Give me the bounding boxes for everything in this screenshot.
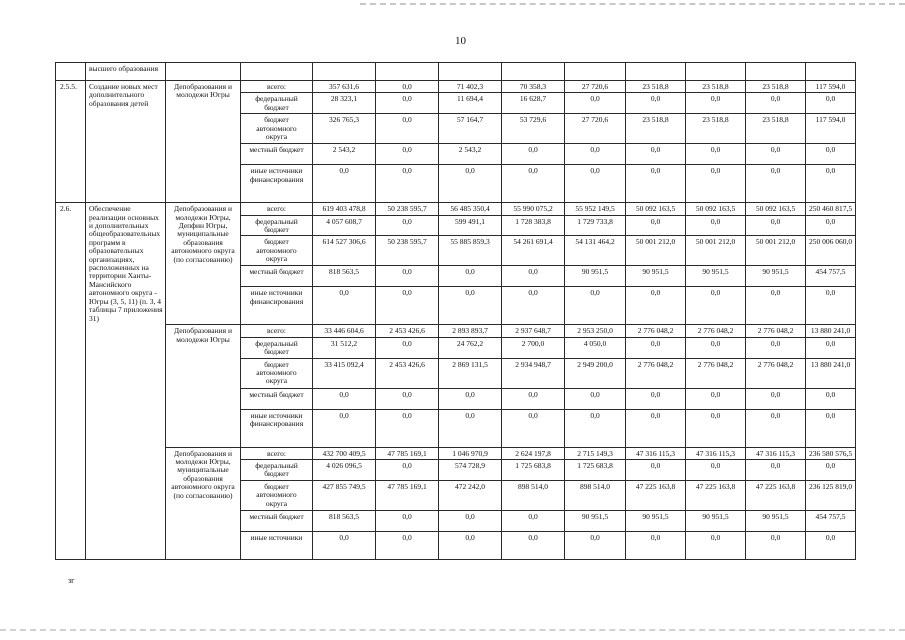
amount-cell: 0,0 xyxy=(746,409,806,447)
amount-cell: 2 869 131,5 xyxy=(439,358,502,388)
amount-cell: 47 785 169,1 xyxy=(376,480,439,510)
amount-cell: 11 694,4 xyxy=(439,93,502,114)
amount-cell: 0,0 xyxy=(439,531,502,559)
amount-cell: 50 092 163,5 xyxy=(626,203,686,215)
funding-source: всего: xyxy=(241,81,313,93)
continuation-row xyxy=(56,63,856,81)
amount-cell: 0,0 xyxy=(626,409,686,447)
responsible-executor: Депобразования и молодежи Югры, Депфин Югры, муниципальные образования автономного округа (по согласованию) xyxy=(166,203,241,325)
amount-cell: 0,0 xyxy=(502,388,565,409)
amount-cell: 0,0 xyxy=(565,388,626,409)
amount-cell: 0,0 xyxy=(376,114,439,144)
funding-source: всего: xyxy=(241,447,313,459)
amount-cell: 0,0 xyxy=(565,144,626,165)
amount-cell: 0,0 xyxy=(626,215,686,236)
amount-cell: 2 893 893,7 xyxy=(439,325,502,337)
amount-cell: 250 006 060,0 xyxy=(806,236,856,266)
amount-cell: 33 446 604,6 xyxy=(313,325,376,337)
amount-cell: 0,0 xyxy=(565,287,626,325)
amount-cell: 898 514,0 xyxy=(565,480,626,510)
amount-cell: 27 720,6 xyxy=(565,114,626,144)
amount-cell: 0,0 xyxy=(746,388,806,409)
funding-row xyxy=(56,325,856,337)
amount-cell: 0,0 xyxy=(626,93,686,114)
item-description: Создание новых мест дополнительного образования детей xyxy=(86,81,166,203)
page-number: 10 xyxy=(455,35,466,47)
amount-cell: 47 785 169,1 xyxy=(376,447,439,459)
amount-cell: 23 518,8 xyxy=(686,81,746,93)
amount-cell: 0,0 xyxy=(376,266,439,287)
item-number xyxy=(56,63,86,81)
amount-cell: 0,0 xyxy=(806,337,856,358)
amount-cell: 55 952 149,5 xyxy=(565,203,626,215)
amount-cell: 0,0 xyxy=(686,337,746,358)
amount-cell: 27 720,6 xyxy=(565,81,626,93)
amount-cell: 0,0 xyxy=(746,337,806,358)
funding-source: всего: xyxy=(241,325,313,337)
amount-cell: 1 725 683,8 xyxy=(565,460,626,481)
amount-cell: 1 725 683,8 xyxy=(502,460,565,481)
scan-edge-top xyxy=(360,3,905,5)
amount-cell: 90 951,5 xyxy=(686,266,746,287)
funding-source: бюджет автономного округа xyxy=(241,480,313,510)
amount-cell: 56 485 350,4 xyxy=(439,203,502,215)
amount-cell: 13 880 241,0 xyxy=(806,358,856,388)
amount-cell: 2 715 149,3 xyxy=(565,447,626,459)
funding-source: бюджет автономного округа xyxy=(241,358,313,388)
responsible-executor: Депобразования и молодежи Югры xyxy=(166,81,241,203)
amount-cell: 0,0 xyxy=(746,460,806,481)
amount-cell: 2 953 250,0 xyxy=(565,325,626,337)
amount-cell: 0,0 xyxy=(565,93,626,114)
amount-cell: 2 543,2 xyxy=(439,144,502,165)
funding-source: иные источники xyxy=(241,531,313,559)
amount-cell: 0,0 xyxy=(439,388,502,409)
amount-cell: 0,0 xyxy=(313,531,376,559)
amount-cell: 0,0 xyxy=(806,409,856,447)
amount-cell: 0,0 xyxy=(746,287,806,325)
amount-cell: 90 951,5 xyxy=(565,510,626,531)
amount-cell: 250 460 817,5 xyxy=(806,203,856,215)
amount-cell: 33 415 092,4 xyxy=(313,358,376,388)
amount-cell: 0,0 xyxy=(376,215,439,236)
amount-cell: 1 729 733,8 xyxy=(565,215,626,236)
amount-cell: 4 026 096,5 xyxy=(313,460,376,481)
amount-cell: 0,0 xyxy=(686,165,746,203)
amount-cell: 0,0 xyxy=(376,144,439,165)
amount-cell: 0,0 xyxy=(376,409,439,447)
amount-cell: 90 951,5 xyxy=(565,266,626,287)
amount-cell: 0,0 xyxy=(746,531,806,559)
amount-cell: 55 990 075,2 xyxy=(502,203,565,215)
amount-cell: 90 951,5 xyxy=(746,266,806,287)
amount-cell: 90 951,5 xyxy=(686,510,746,531)
funding-source: бюджет автономного округа xyxy=(241,114,313,144)
funding-source: федеральный бюджет xyxy=(241,215,313,236)
amount-cell: 2 776 048,2 xyxy=(626,325,686,337)
amount-cell: 0,0 xyxy=(686,93,746,114)
amount-cell: 0,0 xyxy=(806,531,856,559)
amount-cell: 50 001 212,0 xyxy=(686,236,746,266)
amount-cell: 0,0 xyxy=(806,165,856,203)
amount-cell: 614 527 306,6 xyxy=(313,236,376,266)
amount-cell: 23 518,8 xyxy=(746,114,806,144)
amount-cell: 0,0 xyxy=(626,144,686,165)
empty-cell xyxy=(565,63,626,81)
funding-source: федеральный бюджет xyxy=(241,93,313,114)
amount-cell: 0,0 xyxy=(746,165,806,203)
amount-cell: 54 131 464,2 xyxy=(565,236,626,266)
empty-cell xyxy=(439,63,502,81)
amount-cell: 1 046 970,9 xyxy=(439,447,502,459)
amount-cell: 0,0 xyxy=(502,266,565,287)
empty-cell xyxy=(626,63,686,81)
item-number: 2.6. xyxy=(56,203,86,560)
item-number: 2.5.5. xyxy=(56,81,86,203)
amount-cell: 2 453 426,6 xyxy=(376,325,439,337)
amount-cell: 2 700,0 xyxy=(502,337,565,358)
amount-cell: 432 700 409,5 xyxy=(313,447,376,459)
amount-cell: 0,0 xyxy=(502,409,565,447)
amount-cell: 0,0 xyxy=(502,165,565,203)
amount-cell: 0,0 xyxy=(439,510,502,531)
amount-cell: 2 776 048,2 xyxy=(686,325,746,337)
amount-cell: 47 225 163,8 xyxy=(746,480,806,510)
amount-cell: 0,0 xyxy=(626,337,686,358)
amount-cell: 0,0 xyxy=(686,215,746,236)
amount-cell: 0,0 xyxy=(376,388,439,409)
amount-cell: 2 776 048,2 xyxy=(746,358,806,388)
amount-cell: 90 951,5 xyxy=(746,510,806,531)
amount-cell: 47 225 163,8 xyxy=(626,480,686,510)
budget-table-body xyxy=(56,63,856,560)
amount-cell: 0,0 xyxy=(686,287,746,325)
amount-cell: 427 855 749,5 xyxy=(313,480,376,510)
amount-cell: 117 594,0 xyxy=(806,81,856,93)
amount-cell: 50 092 163,5 xyxy=(686,203,746,215)
amount-cell: 472 242,0 xyxy=(439,480,502,510)
amount-cell: 2 776 048,2 xyxy=(746,325,806,337)
amount-cell: 23 518,8 xyxy=(686,114,746,144)
amount-cell: 0,0 xyxy=(806,287,856,325)
amount-cell: 0,0 xyxy=(376,531,439,559)
amount-cell: 23 518,8 xyxy=(746,81,806,93)
amount-cell: 4 057 608,7 xyxy=(313,215,376,236)
amount-cell: 0,0 xyxy=(565,409,626,447)
amount-cell: 47 225 163,8 xyxy=(686,480,746,510)
amount-cell: 0,0 xyxy=(565,165,626,203)
amount-cell: 13 880 241,0 xyxy=(806,325,856,337)
empty-cell xyxy=(806,63,856,81)
funding-source: местный бюджет xyxy=(241,510,313,531)
amount-cell: 0,0 xyxy=(806,215,856,236)
amount-cell: 0,0 xyxy=(376,287,439,325)
amount-cell: 0,0 xyxy=(626,165,686,203)
amount-cell: 90 951,5 xyxy=(626,266,686,287)
amount-cell: 0,0 xyxy=(686,144,746,165)
empty-cell xyxy=(502,63,565,81)
amount-cell: 0,0 xyxy=(313,409,376,447)
empty-cell xyxy=(313,63,376,81)
amount-cell: 53 729,6 xyxy=(502,114,565,144)
amount-cell: 0,0 xyxy=(313,165,376,203)
responsible-executor: Депобразования и молодежи Югры, муниципальные образования автономного округа (по согласованию) xyxy=(166,447,241,559)
amount-cell: 0,0 xyxy=(686,409,746,447)
funding-source: местный бюджет xyxy=(241,388,313,409)
amount-cell: 2 937 648,7 xyxy=(502,325,565,337)
amount-cell: 0,0 xyxy=(376,81,439,93)
amount-cell: 1 728 383,8 xyxy=(502,215,565,236)
funding-row xyxy=(56,81,856,93)
amount-cell: 0,0 xyxy=(686,388,746,409)
amount-cell: 0,0 xyxy=(439,409,502,447)
amount-cell: 236 580 576,5 xyxy=(806,447,856,459)
empty-cell xyxy=(241,63,313,81)
amount-cell: 2 624 197,8 xyxy=(502,447,565,459)
amount-cell: 70 358,3 xyxy=(502,81,565,93)
amount-cell: 0,0 xyxy=(806,93,856,114)
amount-cell: 818 563,5 xyxy=(313,510,376,531)
amount-cell: 54 261 691,4 xyxy=(502,236,565,266)
amount-cell: 2 934 948,7 xyxy=(502,358,565,388)
amount-cell: 4 050,0 xyxy=(565,337,626,358)
amount-cell: 0,0 xyxy=(746,93,806,114)
amount-cell: 0,0 xyxy=(746,215,806,236)
budget-table xyxy=(55,62,856,560)
amount-cell: 50 238 595,7 xyxy=(376,236,439,266)
amount-cell: 0,0 xyxy=(502,531,565,559)
funding-source: иные источники финансирования xyxy=(241,409,313,447)
amount-cell: 454 757,5 xyxy=(806,266,856,287)
amount-cell: 31 512,2 xyxy=(313,337,376,358)
amount-cell: 0,0 xyxy=(626,287,686,325)
amount-cell: 2 776 048,2 xyxy=(686,358,746,388)
amount-cell: 47 316 115,3 xyxy=(626,447,686,459)
funding-source: федеральный бюджет xyxy=(241,460,313,481)
amount-cell: 47 316 115,3 xyxy=(746,447,806,459)
amount-cell: 28 323,1 xyxy=(313,93,376,114)
amount-cell: 2 543,2 xyxy=(313,144,376,165)
amount-cell: 0,0 xyxy=(313,287,376,325)
amount-cell: 55 885 859,3 xyxy=(439,236,502,266)
amount-cell: 0,0 xyxy=(376,460,439,481)
amount-cell: 50 238 595,7 xyxy=(376,203,439,215)
amount-cell: 24 762,2 xyxy=(439,337,502,358)
amount-cell: 50 001 212,0 xyxy=(746,236,806,266)
amount-cell: 50 001 212,0 xyxy=(626,236,686,266)
funding-source: иные источники финансирования xyxy=(241,287,313,325)
amount-cell: 0,0 xyxy=(806,388,856,409)
amount-cell: 50 092 163,5 xyxy=(746,203,806,215)
amount-cell: 0,0 xyxy=(439,287,502,325)
amount-cell: 2 949 200,0 xyxy=(565,358,626,388)
amount-cell: 0,0 xyxy=(806,460,856,481)
funding-source: местный бюджет xyxy=(241,144,313,165)
funding-source: федеральный бюджет xyxy=(241,337,313,358)
amount-cell: 0,0 xyxy=(626,531,686,559)
empty-cell xyxy=(746,63,806,81)
funding-source: иные источники финансирования xyxy=(241,165,313,203)
amount-cell: 0,0 xyxy=(686,460,746,481)
amount-cell: 47 316 115,3 xyxy=(686,447,746,459)
amount-cell: 0,0 xyxy=(439,266,502,287)
funding-row xyxy=(56,447,856,459)
funding-source: местный бюджет xyxy=(241,266,313,287)
item-description: Обеспечение реализации основных и дополнительных общеобразовательных программ в образовательных организациях, расположенных на территории Ханты-Мансийского автономного округа - Югры (3, 5, 11) (п. 3, 4 таблицы 7 приложения 31) xyxy=(86,203,166,560)
amount-cell: 23 518,8 xyxy=(626,81,686,93)
amount-cell: 0,0 xyxy=(502,287,565,325)
amount-cell: 454 757,5 xyxy=(806,510,856,531)
amount-cell: 898 514,0 xyxy=(502,480,565,510)
amount-cell: 574 728,9 xyxy=(439,460,502,481)
amount-cell: 326 765,3 xyxy=(313,114,376,144)
amount-cell: 818 563,5 xyxy=(313,266,376,287)
amount-cell: 619 403 478,8 xyxy=(313,203,376,215)
responsible-executor: Депобразования и молодежи Югры xyxy=(166,325,241,447)
funding-row xyxy=(56,203,856,215)
amount-cell: 90 951,5 xyxy=(626,510,686,531)
amount-cell: 0,0 xyxy=(502,144,565,165)
amount-cell: 0,0 xyxy=(626,460,686,481)
empty-cell xyxy=(166,63,241,81)
amount-cell: 0,0 xyxy=(565,531,626,559)
amount-cell: 0,0 xyxy=(686,531,746,559)
amount-cell: 2 776 048,2 xyxy=(626,358,686,388)
amount-cell: 16 628,7 xyxy=(502,93,565,114)
amount-cell: 0,0 xyxy=(806,144,856,165)
empty-cell xyxy=(376,63,439,81)
amount-cell: 0,0 xyxy=(376,510,439,531)
item-description: высшего образования xyxy=(86,63,166,81)
amount-cell: 0,0 xyxy=(502,510,565,531)
amount-cell: 0,0 xyxy=(376,337,439,358)
funding-source: бюджет автономного округа xyxy=(241,236,313,266)
amount-cell: 0,0 xyxy=(313,388,376,409)
amount-cell: 117 594,0 xyxy=(806,114,856,144)
amount-cell: 0,0 xyxy=(626,388,686,409)
amount-cell: 57 164,7 xyxy=(439,114,502,144)
funding-source: всего: xyxy=(241,203,313,215)
amount-cell: 2 453 426,6 xyxy=(376,358,439,388)
amount-cell: 236 125 819,0 xyxy=(806,480,856,510)
amount-cell: 0,0 xyxy=(376,165,439,203)
amount-cell: 71 402,3 xyxy=(439,81,502,93)
amount-cell: 0,0 xyxy=(746,144,806,165)
amount-cell: 357 631,6 xyxy=(313,81,376,93)
empty-cell xyxy=(686,63,746,81)
amount-cell: 0,0 xyxy=(439,165,502,203)
scan-edge-bottom xyxy=(0,629,905,631)
amount-cell: 0,0 xyxy=(376,93,439,114)
amount-cell: 23 518,8 xyxy=(626,114,686,144)
amount-cell: 599 491,1 xyxy=(439,215,502,236)
corner-mark: зг xyxy=(68,576,75,585)
